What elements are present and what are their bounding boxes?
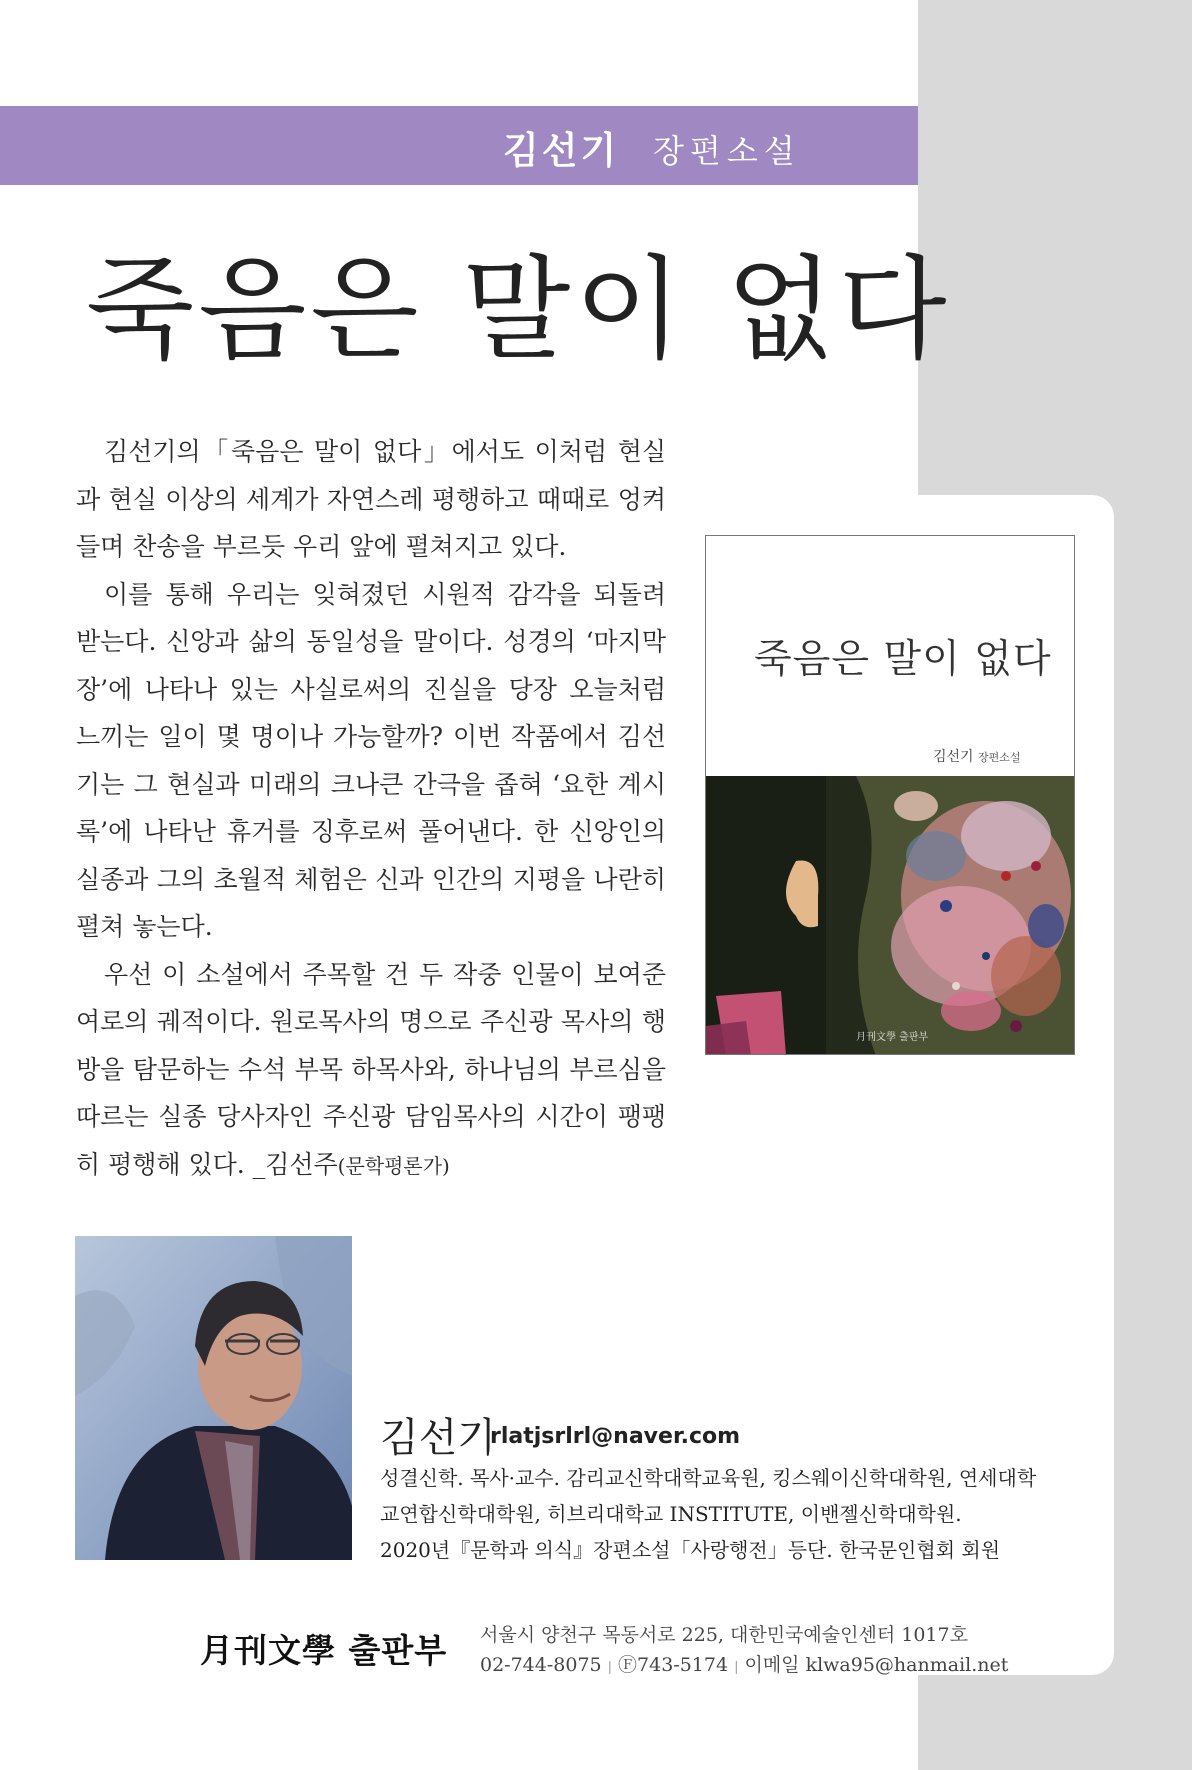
author-portrait-image bbox=[75, 1236, 352, 1560]
book-title-heading: 죽음은 말이 없다 bbox=[86, 245, 951, 375]
publisher-fax: Ⓕ743-5174 bbox=[618, 1654, 729, 1676]
review-paragraph-text: 우선 이 소설에서 주목할 건 두 작중 인물이 보여준 여로의 궤적이다. 원로목사의 명으로 주신광 목사의 행방을 탐문하는 수석 부목 하목사와, 하나님의 부르심을 따르는 실종 당사자인 주신광 담임목사의 시간이 팽팽히 평행해 있다. bbox=[76, 959, 666, 1179]
cover-title: 죽음은 말이 없다 bbox=[754, 637, 1052, 682]
cover-publisher: 月刊文學 출판부 bbox=[856, 1032, 929, 1043]
review-text bbox=[76, 428, 666, 1190]
review-paragraph bbox=[76, 951, 666, 1191]
review-paragraph: 이를 통해 우리는 잊혀졌던 시원적 감각을 되돌려 받는다. 신앙과 삶의 동일성을 말이다. 성경의 ‘마지막 장’에 나타나 있는 사실로써의 진실을 당장 오늘처럼 느끼는 일이 몇 명이나 가능할까? 이번 작품에서 김선기는 그 현실과 미래의 크나큰 간극을 좁혀 ‘요한 계시록’에 나타난 휴거를 징후로써 풀어낸다. 한 신앙인의 실종과 그의 초월적 체험은 신과 인간의 지평을 나란히 펼쳐 놓는다. bbox=[76, 579, 666, 941]
author-photo bbox=[75, 1236, 352, 1560]
book-cover-image bbox=[705, 535, 1075, 1055]
reviewer-name: _김선주 bbox=[252, 1149, 338, 1179]
header-author: 김선기 bbox=[503, 129, 620, 172]
author-name: 김선기 bbox=[380, 1415, 496, 1461]
reviewer-role: (문학평론가) bbox=[337, 1153, 450, 1178]
cover-painting-art bbox=[706, 776, 1075, 1055]
author-bio bbox=[380, 1460, 1080, 1568]
publisher-contact bbox=[480, 1620, 1008, 1683]
bio-line: 2020년『문학과 의식』장편소설「사랑행전」등단. 한국문인협회 회원 bbox=[380, 1538, 1001, 1562]
cover-painting bbox=[706, 776, 1075, 1055]
publisher-phones bbox=[480, 1650, 1008, 1683]
publisher-logo: 月刊文學 출판부 bbox=[200, 1631, 448, 1670]
publisher-phone: 02-744-8075 bbox=[480, 1654, 602, 1676]
publisher-address: 서울시 양천구 목동서로 225, 대한민국예술인센터 1017호 bbox=[480, 1624, 968, 1646]
cover-author bbox=[933, 746, 1021, 766]
separator: | bbox=[734, 1660, 739, 1675]
bio-line: 성결신학. 목사·교수. 감리교신학대학교육원, 킹스웨이신학대학원, 연세대학 bbox=[380, 1466, 1037, 1490]
bio-line: 교연합신학대학원, 히브리대학교 INSTITUTE, 이밴젤신학대학원. bbox=[380, 1502, 962, 1526]
review-paragraph: 김선기의「죽음은 말이 없다」에서도 이처럼 현실과 현실 이상의 세계가 자연스레 평행하고 때때로 엉켜들며 찬송을 부르듯 우리 앞에 펼쳐지고 있다. bbox=[76, 437, 666, 561]
author-email: rlatjsrlrl@naver.com bbox=[490, 1424, 741, 1449]
header-genre: 장편소설 bbox=[653, 132, 801, 170]
cover-genre: 장편소설 bbox=[978, 751, 1021, 764]
cover-author-name: 김선기 bbox=[933, 749, 974, 765]
separator: | bbox=[607, 1660, 613, 1675]
publisher-email: 이메일 klwa95@hanmail.net bbox=[744, 1654, 1009, 1676]
